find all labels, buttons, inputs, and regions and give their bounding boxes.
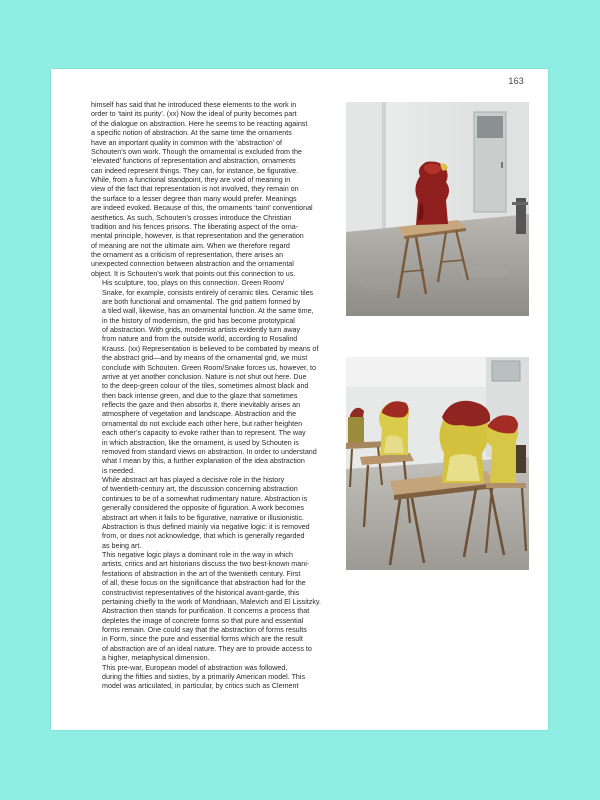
text-line: mental principle, however, is that representation and the generation: [91, 232, 304, 241]
text-line: continues to be of a somewhat rudimentary nature. Abstraction is: [102, 494, 308, 503]
text-line: the surface to a lesser degree than many would prefer. Meanings: [91, 194, 297, 203]
text-line: as being art.: [102, 541, 142, 550]
text-line: a higher, metaphysical dimension.: [102, 654, 210, 663]
text-line: is needed.: [102, 466, 135, 475]
article-body: [91, 101, 372, 692]
text-line: have an important quality in common with the ‘abstraction’ of: [91, 138, 283, 147]
text-line: the ornament as a criticism of representation, there arises an: [91, 251, 284, 259]
text-line: unexpected connection between abstraction and the ornamental: [91, 260, 294, 269]
text-line: pertaining chiefly to the work of Mondriaan, Malevich and El Lissitzky.: [102, 597, 321, 606]
text-line: ornamental do not exclude each other here, but rather heighten: [102, 419, 303, 428]
text-line: depletes the image of concrete forms so that pure and essential: [102, 616, 304, 625]
text-line: are both functional and ornamental. The grid pattern formed by: [102, 297, 301, 306]
paragraph: [91, 664, 372, 692]
paragraph: [91, 101, 372, 279]
text-line: conclude with Schouten. Green Room/Snake forces us, however, to: [102, 363, 316, 372]
text-line: from, or does not acknowledge, that which is generally regarded: [102, 532, 305, 541]
paragraph: [91, 551, 372, 664]
text-line: tradition and his fences prisons. The liberating aspect of the orna-: [91, 222, 299, 231]
text-line: ‘elevated’ functions of representation and abstraction, ornaments: [91, 157, 296, 166]
text-line: the abstract grid—and by means of the ornamental grid, we must: [102, 354, 308, 363]
text-line: This negative logic plays a dominant role in the way in which: [102, 551, 293, 559]
text-line: constructivist representatives of the historical avant-garde, this: [102, 588, 300, 597]
text-line: a tiled wall, likewise, has an ornamental function. At the same time,: [102, 307, 314, 316]
text-line: arrive at yet another conclusion. Nature is not shut out here. Due: [102, 372, 307, 381]
text-line: Krauss. (xx) Representation is believed to be combated by means of: [102, 344, 319, 353]
text-line: are indeed evoked. Because of this, the ornaments ‘taint’ conventional: [91, 204, 313, 213]
paragraph: [91, 279, 372, 476]
text-line: forms remain. One could say that the abstraction of forms results: [102, 626, 307, 634]
text-line: in which abstraction, like the ornament, is used by Schouten is: [102, 438, 299, 447]
text-line: of all, these focus on the significance that abstraction had for the: [102, 579, 306, 588]
text-line: aesthetics. As such, Schouten’s crosses introduce the Christian: [91, 213, 292, 222]
text-line: abstract art when it fails to be figurative, narrative or illusionistic.: [102, 513, 305, 522]
text-line: in Form, since the pure and essential forms which are the result: [102, 635, 303, 644]
text-line: Snake, for example, consists entirely of ceramic tiles. Ceramic tiles: [102, 288, 314, 297]
text-line: His sculpture, too, plays on this connection. Green Room/: [102, 279, 285, 288]
studio-photo-top: [346, 102, 529, 316]
text-line: during the fifties and sixties, by a primarily American model. This: [102, 672, 306, 681]
studio-photo-bottom: [346, 357, 529, 570]
text-line: in the history of modernism, the grid has become prototypical: [102, 316, 295, 325]
text-line: order to ‘taint its purity’. (xx) Now the ideal of purity becomes part: [91, 110, 297, 119]
text-line: of twentieth-century art, the discussion concerning abstraction: [102, 485, 298, 494]
text-line: object. It is Schouten’s work that points out this connection to us.: [91, 269, 296, 278]
text-line: model was articulated, in particular, by critics such as Clement: [102, 682, 299, 691]
text-line: While, from a functional standpoint, they are void of meaning in: [91, 176, 291, 184]
text-line: each other’s capacity to evoke rather than to represent. The way: [102, 429, 306, 438]
text-line: generally considered the opposite of figuration. A work becomes: [102, 504, 305, 513]
text-line: removed from standard views on abstraction. In order to understand: [102, 447, 317, 456]
text-line: view of the fact that representation is not involved, they remain on: [91, 185, 299, 194]
text-line: of abstraction. With grids, modernist artists evidently turn away: [102, 326, 301, 334]
text-line: Schouten’s own work. Though the ornamental is excluded from the: [91, 147, 302, 156]
text-line: atmosphere of vegetation and landscape. Abstraction and the: [102, 410, 297, 419]
page-number: 163: [508, 76, 524, 86]
text-line: what I mean by this, a further explanation of the idea abstraction: [102, 457, 305, 466]
text-line: of meaning are not the ultimate aim. When we therefore regard: [91, 241, 290, 250]
text-line: artists, critics and art historians discuss the two best-known mani-: [102, 560, 310, 569]
text-line: a specific notion of abstraction. At the same time the ornaments: [91, 129, 292, 138]
text-line: can indeed represent things. They can, for instance, be figurative.: [91, 166, 299, 175]
text-line: of the dialogue on abstraction. Here he seems to be reacting against: [91, 119, 308, 128]
text-line: This pre-war, European model of abstraction was followed,: [102, 663, 288, 672]
text-line: reflects the gaze and then absorbs it, there inevitably arises an: [102, 401, 301, 409]
text-line: Abstraction is thus defined mainly via negative logic: it is removed: [102, 522, 310, 531]
book-page: [51, 69, 548, 730]
text-line: festations of abstraction in the art of the twentieth century. First: [102, 569, 301, 578]
text-line: to the deep-green colour of the tiles, sometimes almost black and: [102, 382, 309, 391]
text-line: Abstraction then stands for purification. It concerns a process that: [102, 607, 310, 616]
text-line: then back intense green, and due to the glaze that sometimes: [102, 391, 298, 400]
text-line: While abstract art has played a decisive role in the history: [102, 476, 285, 484]
text-line: from nature and from the outside world, according to Rosalind: [102, 335, 298, 344]
paragraph: [91, 476, 372, 551]
text-line: of abstraction are of an ideal nature. They are to provide access to: [102, 644, 312, 653]
text-line: himself has said that he introduced these elements to the work in: [91, 101, 297, 109]
